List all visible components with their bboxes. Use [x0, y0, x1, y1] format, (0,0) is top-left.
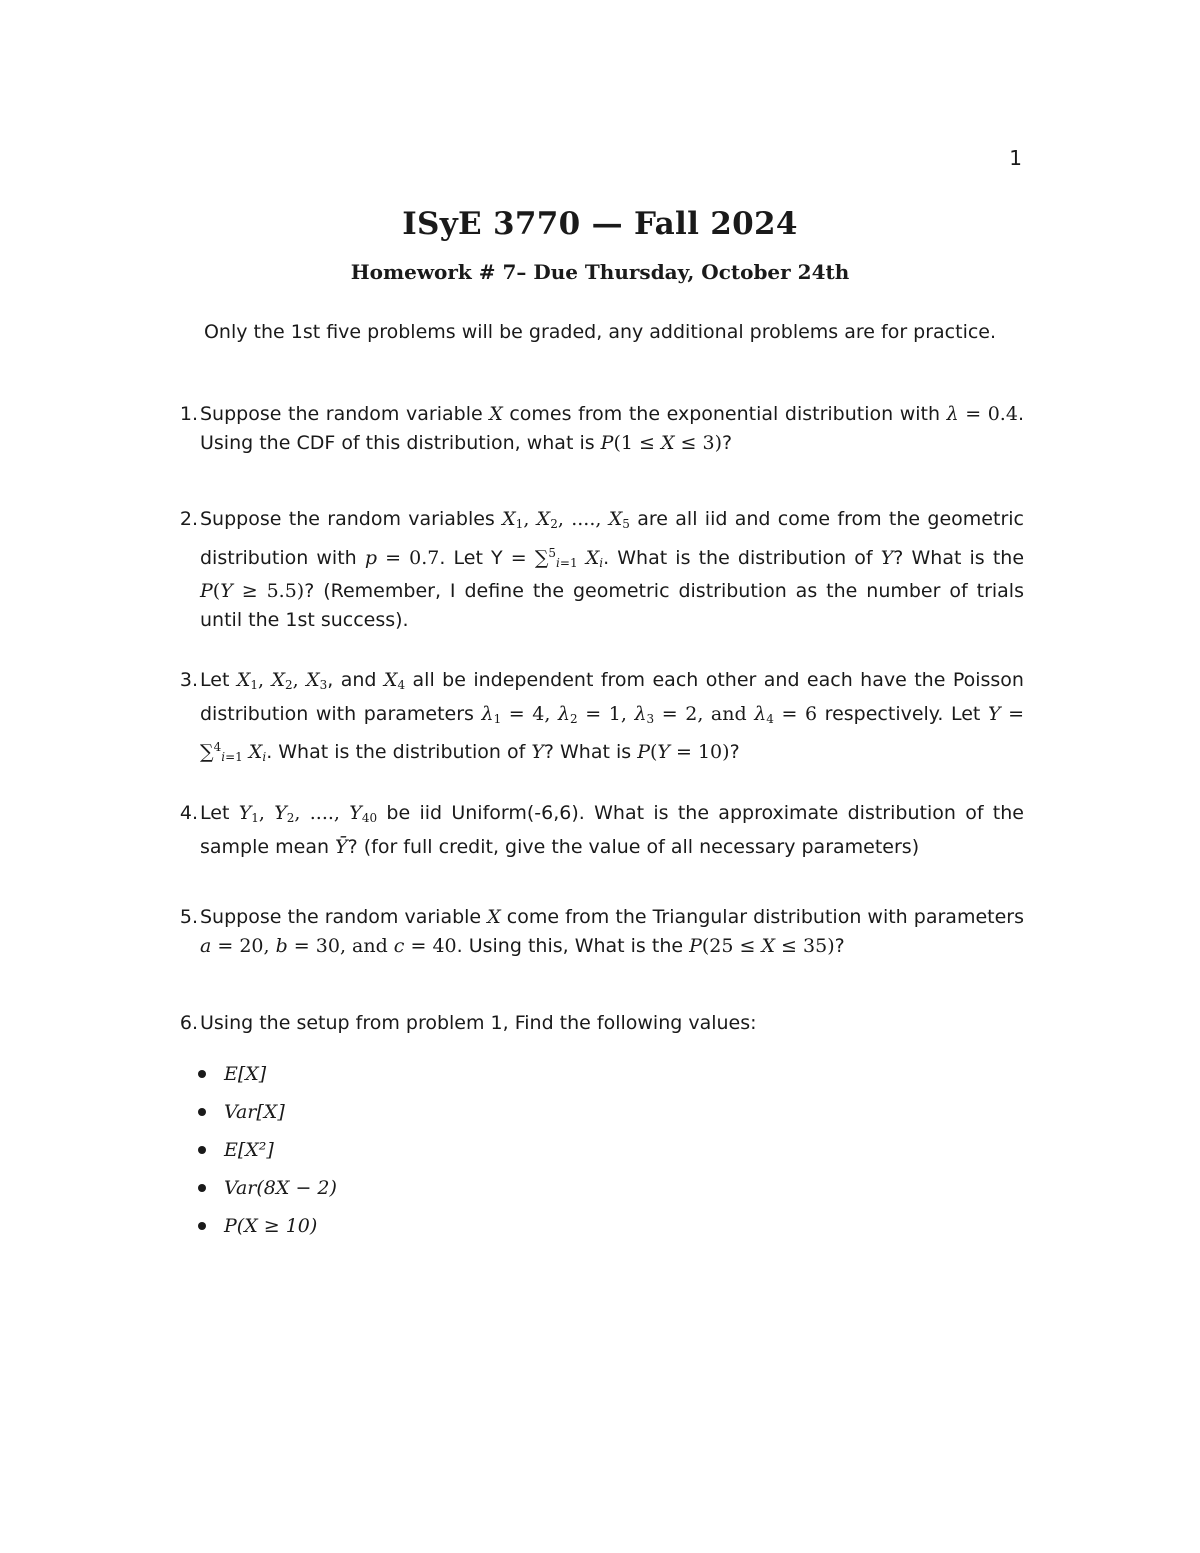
text-segment: . Using the CDF of this distribution, what is [200, 403, 1024, 454]
text-segment: comes from the exponential distribution with [502, 403, 947, 425]
math-sum: Y = ∑$^4_{i=1}$ $X_i$ [200, 702, 1024, 764]
math-var: Y [531, 741, 544, 763]
math-expr: $X_1$, $X_2$, $X_3$ [236, 669, 328, 692]
problem-6 [168, 1009, 1024, 1250]
text-segment: be iid Uniform(-6,6). What is the approximate distribution of the sample mean [200, 802, 1024, 858]
math-expr: P(Y = 10) [637, 741, 730, 763]
problem-number: 5. [179, 906, 198, 928]
math-expr: P(25 ≤ X ≤ 35) [689, 934, 835, 957]
page-title: ISyE 3770 — Fall 2024 [402, 206, 798, 242]
page-subtitle: Homework # 7– Due Thursday, October 24th [350, 260, 850, 284]
value-list [168, 1060, 1024, 1250]
text-segment: ? (for full credit, give the value of all necessary parameters) [347, 835, 920, 858]
problem-number: 6. [179, 1012, 198, 1034]
problem-text [200, 666, 1024, 772]
math-var: X [487, 906, 501, 928]
math-expr: P(1 ≤ X ≤ 3) [600, 431, 722, 454]
text-segment: , and [327, 669, 384, 691]
bullet-icon [198, 1146, 206, 1154]
problem-text [200, 1009, 1024, 1038]
problem-text [200, 799, 1024, 861]
math-var: Ȳ [335, 835, 348, 858]
math-expr: $Y_1$, $Y_2$, ...., $Y_{40}$ [238, 802, 378, 825]
text-segment: come from the Triangular distribution with parameters [500, 906, 1024, 928]
text-segment: . What is the distribution of [266, 741, 532, 763]
math-var: Y [880, 546, 894, 569]
problem-number: 1. [179, 403, 198, 425]
math-sum: ∑$^5_{i=1}$ $X_i$ [534, 545, 604, 570]
text-segment: Using the setup from problem 1, Find the following values: [200, 1012, 757, 1034]
problem-1 [168, 400, 1024, 457]
text-segment: ? [722, 431, 733, 454]
text-segment: . Using this, What is the [456, 934, 690, 957]
list-item-text: Var[X] [224, 1100, 285, 1123]
problem-number: 3. [179, 669, 198, 691]
page-number: 1 [1009, 146, 1022, 170]
problem-3 [168, 666, 1024, 772]
problem-4 [168, 799, 1024, 861]
math-var: $X_4$ [383, 669, 406, 692]
math-expr: $\lambda_1 = 4$, $\lambda_2 = 1$, $\lambda_3 = 2$, and $\lambda_4 = 6$ [481, 702, 818, 726]
bullet-icon [198, 1070, 206, 1078]
text-segment: ? (Remember, I define the geometric distribution as the number of trials until the 1st success). [200, 580, 1024, 631]
text-segment: Suppose the random variable [200, 403, 490, 425]
list-item [224, 1174, 1024, 1212]
text-segment: ? What is the [893, 546, 1025, 569]
text-segment: ? [834, 934, 845, 957]
text-segment: . What is the distribution of [603, 546, 881, 569]
list-item-text: Var(8X − 2) [224, 1176, 337, 1199]
math-expr: a = 20, b = 30, and c = 40 [200, 934, 457, 957]
text-segment: ? What is [543, 741, 638, 763]
math-expr: λ = 0.4 [946, 403, 1018, 425]
list-item [224, 1098, 1024, 1136]
math-expr: P(Y ≥ 5.5) [200, 580, 305, 602]
text-segment: all be independent from each other and each have the Poisson distribution with parameters [200, 669, 1024, 725]
list-item [224, 1060, 1024, 1098]
bullet-icon [198, 1108, 206, 1116]
text-segment: . Let Y = [439, 546, 535, 569]
problem-number: 2. [179, 508, 198, 530]
math-var: X [489, 403, 503, 425]
problem-number: 4. [179, 802, 198, 824]
problem-text [200, 505, 1024, 634]
text-segment: Suppose the random variables [200, 508, 503, 530]
document-header [0, 206, 1200, 284]
problem-5 [168, 903, 1024, 960]
text-segment: respectively. Let [817, 702, 988, 725]
math-expr: p = 0.7 [364, 546, 440, 569]
text-segment: Suppose the random variable [200, 906, 488, 928]
text-segment: Let [200, 669, 237, 691]
text-segment: are all iid and come from the geometric distribution with [200, 508, 1024, 569]
bullet-icon [198, 1222, 206, 1230]
list-item [224, 1212, 1024, 1250]
problem-text [200, 903, 1024, 960]
text-segment: Let [200, 802, 239, 824]
grading-note: Only the 1st five problems will be graded, any additional problems are for practice. [203, 321, 997, 343]
bullet-icon [198, 1184, 206, 1192]
list-item [224, 1136, 1024, 1174]
list-item-text: P(X ≥ 10) [224, 1214, 318, 1237]
math-expr: $X_1$, $X_2$, ...., $X_5$ [502, 508, 630, 531]
problem-text [200, 400, 1024, 457]
text-segment: ? [729, 741, 740, 763]
problem-2 [168, 505, 1024, 634]
list-item-text: E[X²] [224, 1138, 274, 1161]
list-item-text: E[X] [224, 1062, 267, 1085]
